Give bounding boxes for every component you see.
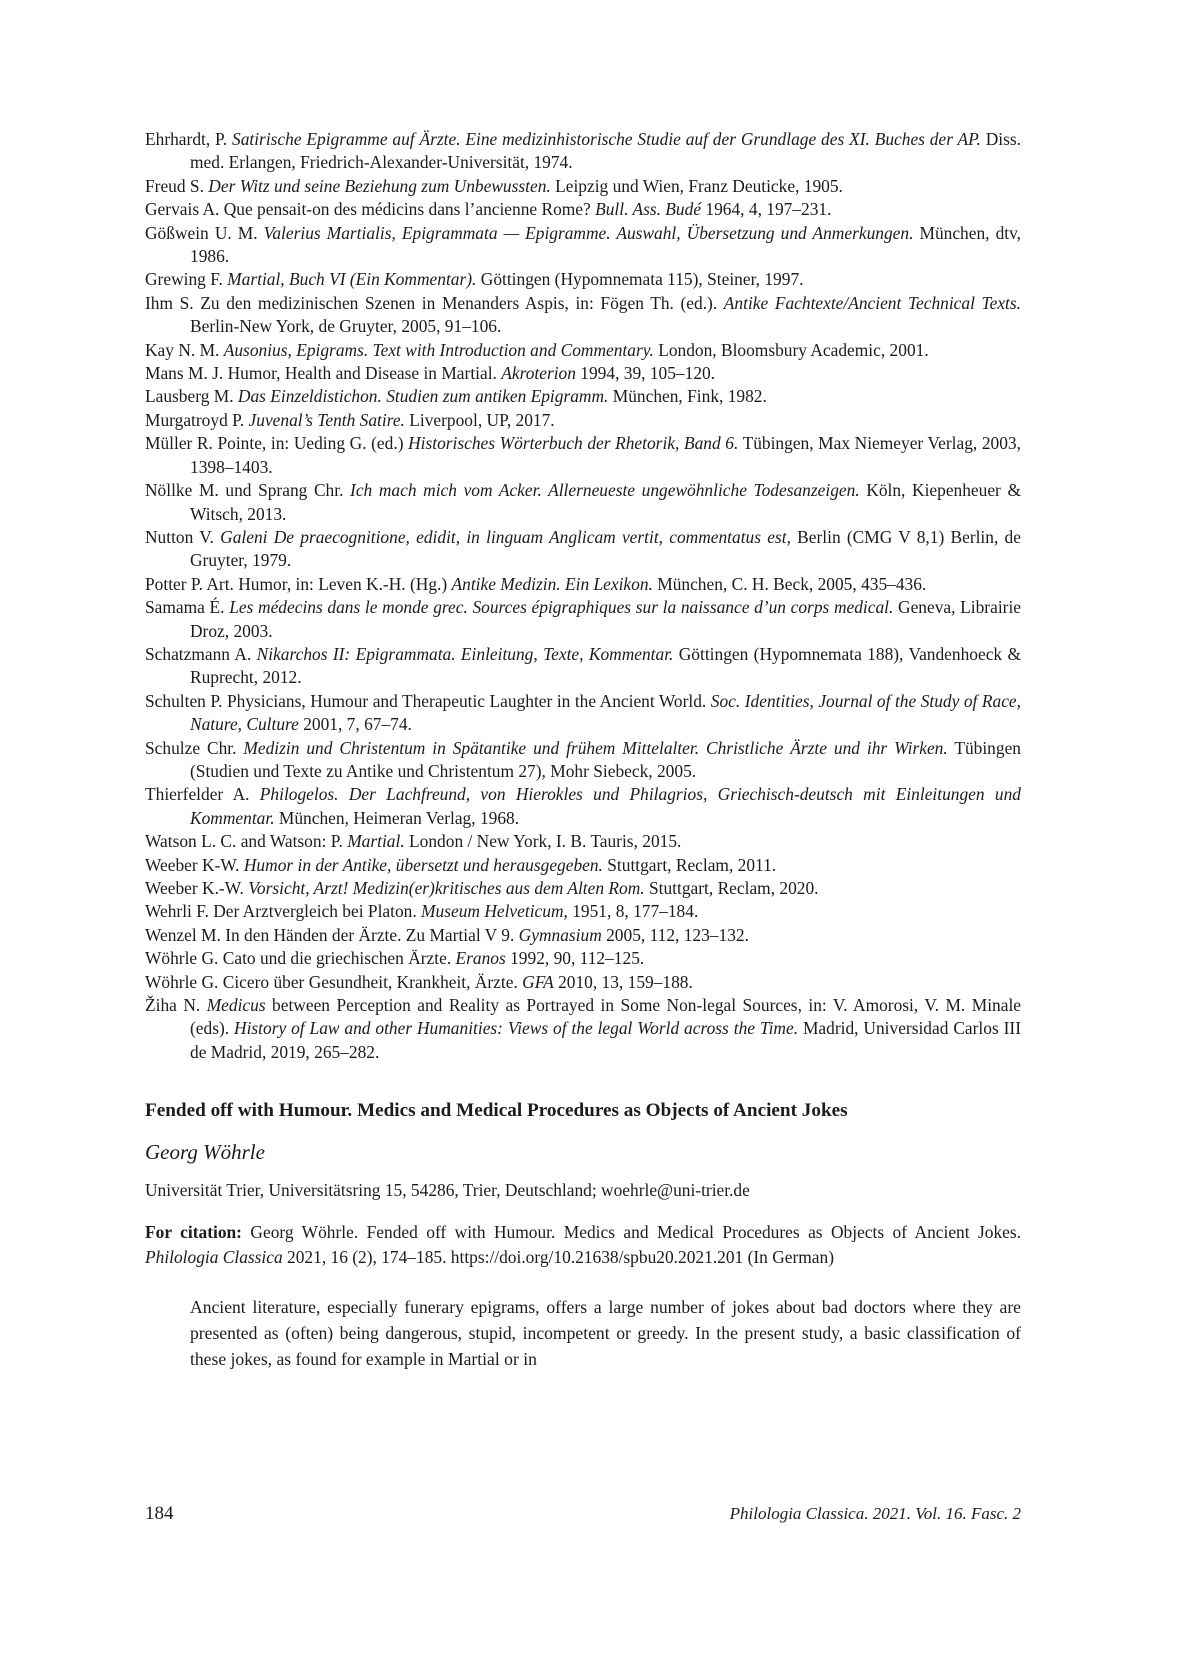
reference-text: Weeber K-W. (145, 854, 244, 875)
reference-text: Kay N. M. (145, 339, 224, 360)
reference-title: Juvenal’s Tenth Satire. (248, 409, 405, 430)
reference-text: Ehrhardt, P. (145, 129, 232, 149)
reference-text: Göttingen (Hypomnemata 188), Vandenhoeck & Ruprecht, 2012. (190, 643, 1021, 688)
reference-text: Geneva, Librairie Droz, 2003. (190, 597, 1021, 641)
reference-text: Tübingen, Max Niemeyer Verlag, 2003, 1398–1403. (190, 433, 1021, 477)
reference-entry (145, 830, 1021, 853)
reference-text: Stuttgart, Reclam, 2020. (644, 878, 819, 898)
reference-title: Les médecins dans le monde grec. Sources épigraphiques sur la naissance d’un corps medical. (229, 597, 894, 618)
reference-text: London, Bloomsbury Academic, 2001. (653, 339, 929, 360)
reference-text: Diss. med. Erlangen, Friedrich-Alexander-Universität, 1974. (190, 129, 1021, 173)
page-body (145, 128, 1021, 1372)
journal-running-footer: Philologia Classica. 2021. Vol. 16. Fasc. 2 (729, 1504, 1021, 1523)
reference-text: Wenzel M. In den Händen der Ärzte. Zu Martial V 9. (145, 924, 519, 945)
reference-title: Museum Helveticum (421, 901, 564, 922)
page-footer (145, 1503, 1021, 1525)
reference-text: 2005, 112, 123–132. (601, 924, 749, 945)
article-author: Georg Wöhrle (145, 1140, 265, 1165)
reference-title: Das Einzeldistichon. Studien zum antiken Epigramm. (237, 386, 609, 407)
reference-text: Freud S. (145, 175, 209, 196)
citation-text-2: 2021, 16 (2), 174–185. https://doi.org/10.21638/spbu20.2021.201 (In German) (282, 1247, 834, 1268)
reference-entry (145, 596, 1021, 643)
reference-title: Historisches Wörterbuch der Rhetorik, Band 6. (408, 433, 739, 454)
page-number: 184 (145, 1503, 174, 1524)
reference-text: Mans M. J. Humor, Health and Disease in Martial. (145, 363, 502, 384)
reference-entry (145, 971, 1021, 994)
reference-text: Lausberg M. (145, 386, 238, 407)
reference-title: Galeni De praecognitione, edidit, in linguam Anglicam vertit, commentatus est, (220, 526, 791, 547)
reference-title: Medicus (206, 995, 266, 1016)
reference-text: 2001, 7, 67–74. (298, 714, 412, 735)
reference-title: Soc. Identities, Journal of the Study of Race, Nature, Culture (190, 690, 1021, 735)
reference-entry (145, 409, 1021, 432)
reference-entry (145, 175, 1021, 198)
reference-text: Wehrli F. Der Arztvergleich bei Platon. (145, 901, 422, 922)
reference-text: Schatzmann A. (145, 643, 257, 664)
reference-entry (145, 385, 1021, 408)
reference-text: Madrid, Universidad Carlos III de Madrid, 2019, 265–282. (190, 1018, 1021, 1062)
reference-title: Gymnasium (518, 924, 602, 945)
reference-entry (145, 643, 1021, 690)
reference-title: Ich mach mich vom Acker. Allerneueste ungewöhnliche Todesanzeigen. (350, 480, 860, 501)
reference-entry (145, 479, 1021, 526)
reference-text: 1992, 90, 112–125. (505, 948, 645, 969)
reference-text: 2010, 13, 159–188. (553, 971, 693, 992)
reference-entry (145, 573, 1021, 596)
reference-entry (145, 222, 1021, 269)
reference-text: Tübingen (Studien und Texte zu Antike und Christentum 27), Mohr Siebeck, 2005. (190, 737, 1021, 781)
reference-text: Gervais A. Que pensait-on des médicins dans l’ancienne Rome? (145, 199, 596, 220)
reference-text: Wöhrle G. Cicero über Gesundheit, Krankheit, Ärzte. (145, 971, 523, 992)
reference-title: Vorsicht, Arzt! Medizin(er)kritisches aus dem Alten Rom. (248, 878, 645, 898)
reference-text: 1964, 4, 197–231. (701, 199, 832, 220)
reference-entry (145, 947, 1021, 970)
reference-list (145, 128, 1021, 1064)
reference-text: Stuttgart, Reclam, 2011. (602, 854, 777, 875)
reference-text: between Perception and Reality as Portrayed in Some Non-legal Sources, in: V. Amorosi, V. M. Minale (eds). (190, 995, 1021, 1039)
reference-text: Schulze Chr. (145, 737, 244, 758)
reference-entry (145, 339, 1021, 362)
reference-title: GFA (522, 971, 554, 992)
reference-entry (145, 292, 1021, 339)
abstract-text: Ancient literature, especially funerary epigrams, offers a large number of jokes about bad doctors where they are presented as (often) being dangerous, stupid, incompetent or greedy. In the present study, a basic classification of these jokes, as found for example in Martial or in (190, 1297, 1021, 1370)
reference-title: Antike Fachtexte/Ancient Technical Texts. (723, 292, 1021, 313)
reference-title: Philogelos. Der Lachfreund, von Hierokles und Philagrios, Griechisch-deutsch mit Einleitungen und Kommentar. (190, 784, 1021, 828)
reference-text: Liverpool, UP, 2017. (404, 409, 555, 430)
reference-entry (145, 783, 1021, 830)
reference-text: Murgatroyd P. (145, 409, 249, 430)
reference-text: Leipzig und Wien, Franz Deuticke, 1905. (550, 175, 843, 196)
reference-entry (145, 854, 1021, 877)
reference-entry (145, 994, 1021, 1064)
reference-text: London / New York, I. B. Tauris, 2015. (404, 831, 682, 852)
reference-entry (145, 900, 1021, 923)
citation-block (145, 1220, 1021, 1270)
reference-title: Medizin und Christentum in Spätantike und frühem Mittelalter. Christliche Ärzte und ihr Wirken. (243, 737, 948, 758)
citation-journal: Philologia Classica (145, 1247, 283, 1268)
reference-title: Valerius Martialis, Epigrammata — Epigramme. Auswahl, Übersetzung und Anmerkungen. (263, 222, 914, 243)
reference-text: Göttingen (Hypomnemata 115), Steiner, 1997. (476, 269, 804, 290)
reference-text: Berlin-New York, de Gruyter, 2005, 91–106. (190, 316, 502, 337)
citation-label: For citation: (145, 1222, 242, 1243)
reference-title: Humor in der Antike, übersetzt und herausgegeben. (243, 854, 603, 875)
reference-text: Müller R. Pointe, in: Ueding G. (ed.) (145, 433, 409, 454)
reference-text: Wöhrle G. Cato und die griechischen Ärzte. (145, 948, 456, 969)
reference-title: History of Law and other Humanities: Views of the legal World across the Time. (234, 1018, 799, 1039)
reference-text: Köln, Kiepenheuer & Witsch, 2013. (190, 480, 1021, 524)
reference-entry (145, 877, 1021, 900)
article-title: Fended off with Humour. Medics and Medical Procedures as Objects of Ancient Jokes (145, 1100, 848, 1122)
citation-text-1: Georg Wöhrle. Fended off with Humour. Medics and Medical Procedures as Objects of Ancient Jokes. (241, 1222, 1021, 1243)
reference-text: Watson L. C. and Watson: P. (145, 831, 348, 852)
reference-title: Akroterion (501, 363, 576, 384)
reference-entry (145, 924, 1021, 947)
reference-text: Nutton V. (145, 526, 221, 547)
reference-entry (145, 432, 1021, 479)
reference-text: Berlin (CMG V 8,1) Berlin, de Gruyter, 1979. (190, 526, 1021, 571)
reference-text: Thierfelder A. (145, 784, 260, 805)
reference-text: Potter P. Art. Humor, in: Leven K.-H. (Hg.) (145, 573, 452, 594)
reference-title: Der Witz und seine Beziehung zum Unbewussten. (208, 175, 551, 196)
reference-entry (145, 690, 1021, 737)
reference-title: Eranos (455, 948, 506, 969)
reference-title: Bull. Ass. Budé (595, 199, 702, 220)
reference-text: Žiha N. (145, 995, 207, 1016)
reference-text: , 1951, 8, 177–184. (563, 901, 699, 922)
reference-text: Weeber K.-W. (145, 878, 249, 898)
reference-text: München, C. H. Beck, 2005, 435–436. (652, 573, 927, 594)
reference-title: Martial, Buch VI (Ein Kommentar). (227, 269, 477, 290)
reference-title: Satirische Epigramme auf Ärzte. Eine medizinhistorische Studie auf der Grundlage des XI. Buches der AP. (232, 129, 981, 149)
reference-entry (145, 526, 1021, 573)
reference-text: Gößwein U. M. (145, 222, 264, 243)
reference-text: 1994, 39, 105–120. (575, 363, 716, 384)
reference-entry (145, 737, 1021, 784)
reference-entry (145, 268, 1021, 291)
reference-text: München, Fink, 1982. (608, 386, 767, 407)
reference-text: Nöllke M. und Sprang Chr. (145, 480, 351, 501)
reference-title: Ausonius, Epigrams. Text with Introduction and Commentary. (223, 339, 654, 360)
author-affiliation: Universität Trier, Universitätsring 15, 54286, Trier, Deutschland; woehrle@uni-trier.de (145, 1180, 750, 1201)
reference-text: Schulten P. Physicians, Humour and Therapeutic Laughter in the Ancient World. (145, 690, 711, 711)
reference-text: Grewing F. (145, 269, 228, 290)
reference-title: Martial. (347, 831, 405, 852)
reference-text: Samama É. (145, 597, 230, 618)
reference-text: München, Heimeran Verlag, 1968. (274, 807, 520, 828)
reference-title: Antike Medizin. Ein Lexikon. (451, 573, 653, 594)
reference-entry (145, 128, 1021, 175)
reference-text: München, dtv, 1986. (190, 222, 1022, 267)
reference-entry (145, 198, 1021, 221)
reference-title: Nikarchos II: Epigrammata. Einleitung, Texte, Kommentar. (256, 643, 674, 664)
reference-text: Ihm S. Zu den medizinischen Szenen in Menanders Aspis, in: Fögen Th. (ed.). (145, 292, 724, 313)
reference-entry (145, 362, 1021, 385)
